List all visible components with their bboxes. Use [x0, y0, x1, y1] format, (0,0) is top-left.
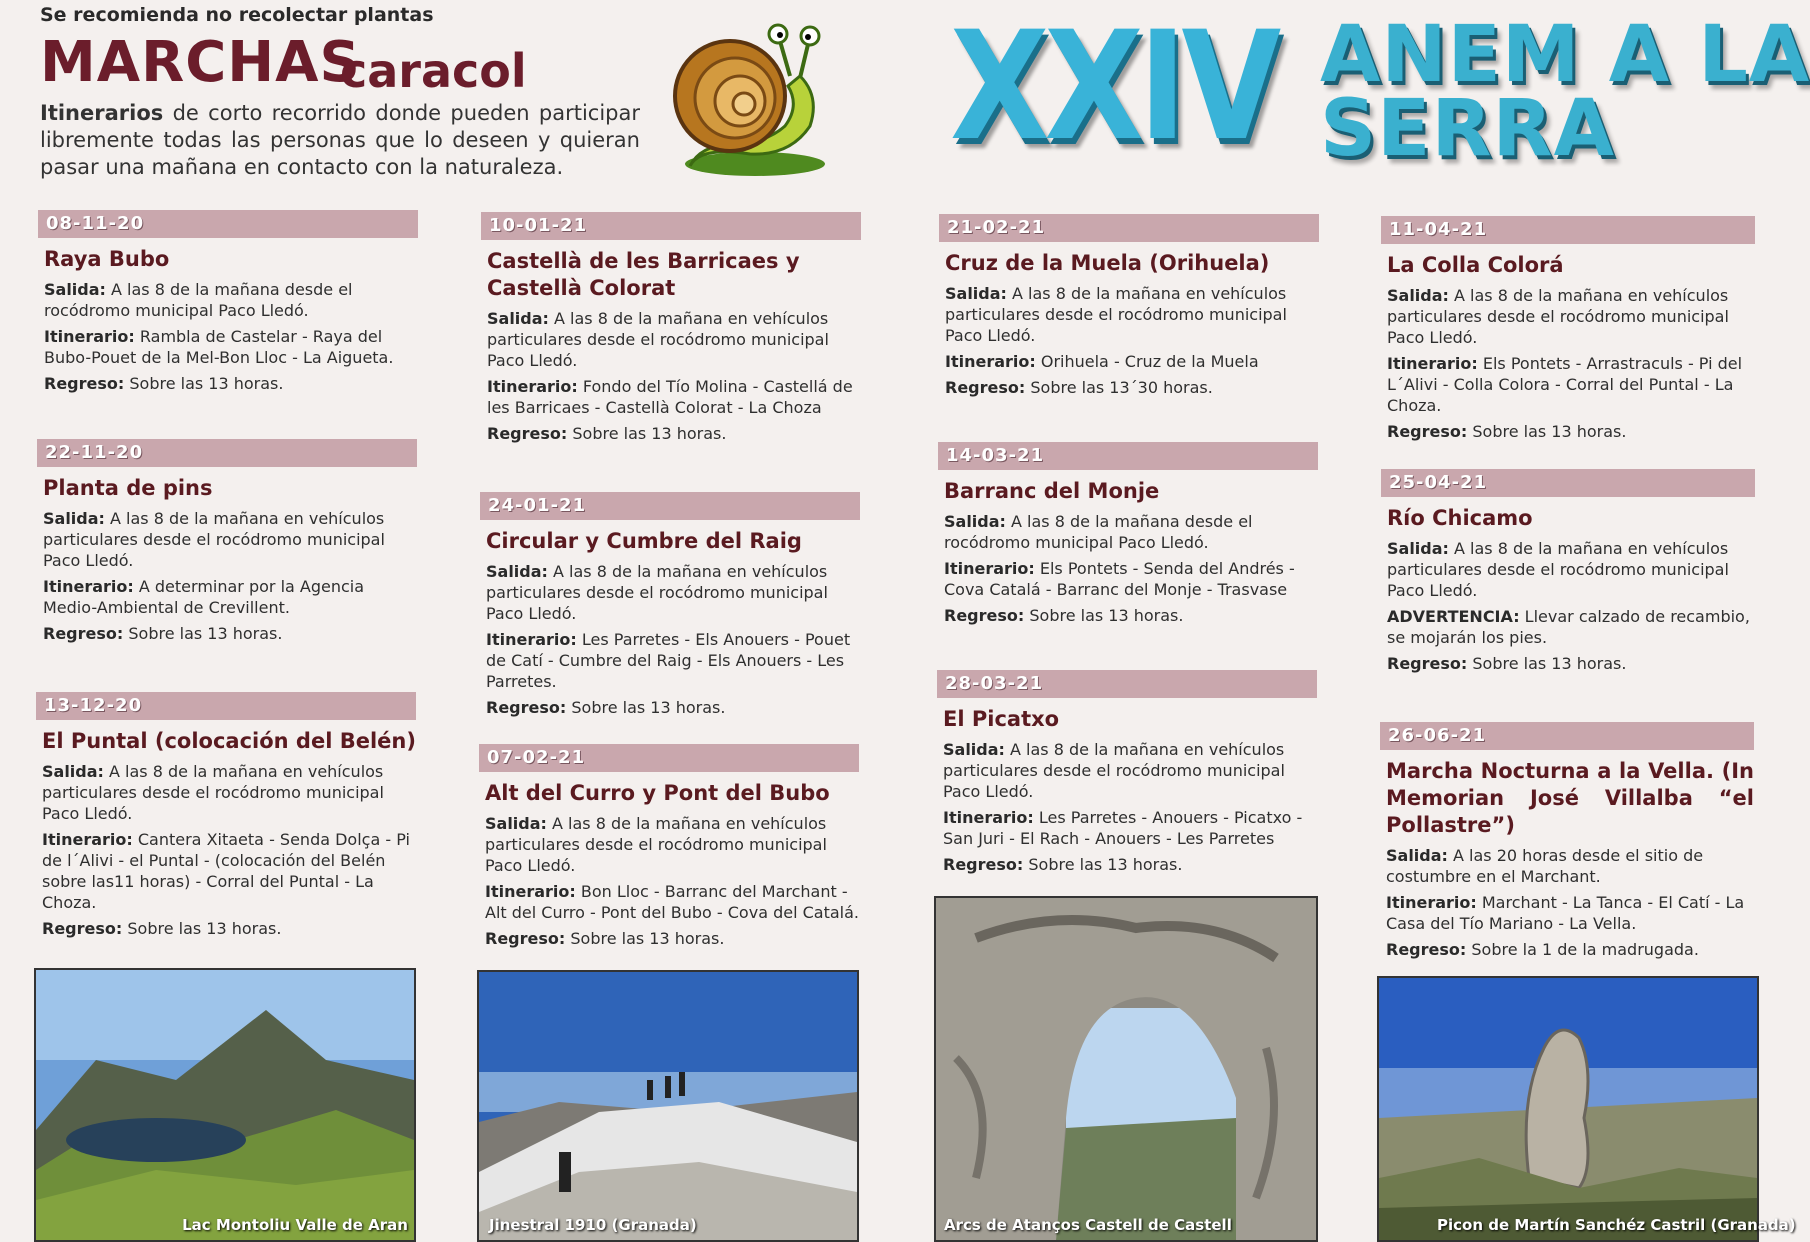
- event-block: [1381, 216, 1755, 447]
- event-block: [938, 442, 1318, 631]
- edition-number: XXIV: [950, 0, 1277, 174]
- event-title: ANEM A LA SERRA: [1320, 10, 1810, 174]
- event-name: Río Chicamo: [1387, 506, 1533, 530]
- event-itinerario: Itinerario: Fondo del Tío Molina - Castellá de les Barricaes - Castellà Colorat - La Choza: [487, 377, 853, 417]
- event-salida: Salida: A las 8 de la mañana en vehículos particulares desde el rocódromo municipal Paco Lledó.: [486, 562, 828, 623]
- event-itinerario: Itinerario: Orihuela - Cruz de la Muela: [945, 352, 1259, 371]
- event-itinerario: Itinerario: Bon Lloc - Barranc del Marchant - Alt del Curro - Pont del Bubo - Cova del Catalá.: [485, 882, 859, 922]
- event-regreso: Regreso: Sobre las 13 horas.: [486, 698, 726, 717]
- event-block: [479, 744, 859, 954]
- event-name: Raya Bubo: [44, 247, 170, 271]
- recommendation-note: Se recomienda no recolectar plantas: [40, 4, 434, 26]
- event-regreso: Regreso: Sobre las 13 horas.: [943, 855, 1183, 874]
- snowy-ridge-image: [479, 972, 857, 1240]
- event-advertencia: ADVERTENCIA: Llevar calzado de recambio, se mojarán los pies.: [1387, 607, 1750, 647]
- photo-arcs-atancos: [934, 896, 1318, 1242]
- event-salida: Salida: A las 8 de la mañana en vehículos particulares desde el rocódromo municipal Paco Lledó.: [43, 509, 385, 570]
- event-regreso: Regreso: Sobre las 13 horas.: [1387, 654, 1627, 673]
- event-itinerario: Itinerario: Rambla de Castelar - Raya del Bubo-Pouet de la Mel-Bon Lloc - La Aigueta.: [44, 327, 394, 367]
- event-salida: Salida: A las 8 de la mañana en vehículos particulares desde el rocódromo municipal Paco Lledó.: [945, 284, 1287, 345]
- mountain-lake-image: [36, 970, 414, 1240]
- event-date: 13-12-20: [36, 692, 416, 720]
- event-name: Castellà de les Barricaes y Castellà Colorat: [487, 249, 800, 300]
- event-name: La Colla Colorá: [1387, 253, 1564, 277]
- event-regreso: Regreso: Sobre las 13 horas.: [485, 929, 725, 948]
- photo-picon-martin: [1377, 976, 1796, 1242]
- event-date: 07-02-21: [479, 744, 859, 772]
- rock-arch-image: [936, 898, 1316, 1240]
- event-date: 08-11-20: [38, 210, 418, 238]
- event-regreso: Regreso: Sobre las 13 horas.: [44, 374, 284, 393]
- event-regreso: Regreso: Sobre la 1 de la madrugada.: [1386, 940, 1699, 959]
- event-salida: Salida: A las 8 de la mañana en vehículos particulares desde el rocódromo municipal Paco Lledó.: [487, 309, 829, 370]
- rock-pinnacle-image: [1379, 978, 1757, 1240]
- event-block: [939, 214, 1319, 403]
- event-itinerario: Itinerario: Les Parretes - Anouers - Picatxo - San Juri - El Rach - Anouers - Les Parretes: [943, 808, 1303, 848]
- event-itinerario: Itinerario: Els Pontets - Senda del Andrés - Cova Catalá - Barranc del Monje - Trasvase: [944, 559, 1295, 599]
- event-itinerario: Itinerario: Cantera Xitaeta - Senda Dolça - Pi de l´Alivi - el Puntal - (colocación del Belén sobre las11 horas) - Corral del Puntal - La Choza.: [42, 830, 410, 912]
- event-date: 26-06-21: [1380, 722, 1754, 750]
- event-block: [1380, 722, 1754, 965]
- event-salida: Salida: A las 8 de la mañana en vehículos particulares desde el rocódromo municipal Paco Lledó.: [1387, 539, 1729, 600]
- event-regreso: Regreso: Sobre las 13 horas.: [487, 424, 727, 443]
- event-regreso: Regreso: Sobre las 13 horas.: [42, 919, 282, 938]
- event-salida: Salida: A las 8 de la mañana desde el rocódromo municipal Paco Lledó.: [944, 512, 1253, 552]
- event-name: Cruz de la Muela (Orihuela): [945, 251, 1270, 275]
- event-name: Planta de pins: [43, 476, 213, 500]
- snail-icon: [660, 16, 830, 186]
- event-block: [37, 439, 417, 649]
- photo-lac-montoliu: [34, 968, 416, 1242]
- event-name: Alt del Curro y Pont del Bubo: [485, 781, 830, 805]
- photo-caption: Lac Montoliu Valle de Aran: [182, 1216, 408, 1234]
- event-salida: Salida: A las 8 de la mañana en vehículos particulares desde el rocódromo municipal Paco Lledó.: [42, 762, 384, 823]
- intro-text: Itinerarios de corto recorrido donde pueden participar libremente todas las personas que lo deseen y quieran pasar una mañana en contacto con la naturaleza.: [40, 101, 640, 179]
- event-date: 24-01-21: [480, 492, 860, 520]
- event-itinerario: Itinerario: Les Parretes - Els Anouers - Pouet de Catí - Cumbre del Raig - Els Anouers - Les Parretes.: [486, 630, 851, 691]
- event-itinerario: Itinerario: A determinar por la Agencia Medio-Ambiental de Crevillent.: [43, 577, 365, 617]
- event-date: 11-04-21: [1381, 216, 1755, 244]
- event-salida: Salida: A las 8 de la mañana en vehículos particulares desde el rocódromo municipal Paco Lledó.: [943, 740, 1285, 801]
- event-salida: Salida: A las 8 de la mañana en vehículos particulares desde el rocódromo municipal Paco Lledó.: [485, 814, 827, 875]
- event-block: [1381, 469, 1755, 679]
- event-name: Barranc del Monje: [944, 479, 1160, 503]
- event-name: Marcha Nocturna a la Vella. (In Memorian José Villalba “el Pollastre”): [1386, 759, 1754, 837]
- event-block: [480, 492, 860, 723]
- event-salida: Salida: A las 20 horas desde el sitio de costumbre en el Marchant.: [1386, 846, 1704, 886]
- photo-caption: Arcs de Atanços Castell de Castell: [944, 1216, 1232, 1234]
- title-caracol: caracol: [340, 44, 527, 98]
- photo-jinestral: [477, 970, 859, 1242]
- event-name: El Puntal (colocación del Belén): [42, 729, 416, 753]
- event-itinerario: Itinerario: Marchant - La Tanca - El Catí - La Casa del Tío Mariano - La Vella.: [1386, 893, 1745, 933]
- event-date: 25-04-21: [1381, 469, 1755, 497]
- event-block: [481, 212, 861, 449]
- event-regreso: Regreso: Sobre las 13 horas.: [43, 624, 283, 643]
- event-salida: Salida: A las 8 de la mañana en vehículos particulares desde el rocódromo municipal Paco Lledó.: [1387, 286, 1729, 347]
- photo-caption: Jinestral 1910 (Granada): [489, 1216, 697, 1234]
- event-date: 10-01-21: [481, 212, 861, 240]
- event-block: [937, 670, 1317, 880]
- event-date: 22-11-20: [37, 439, 417, 467]
- event-itinerario: Itinerario: Els Pontets - Arrastraculs - Pi del L´Alivi - Colla Colora - Corral del Puntal - La Choza.: [1387, 354, 1743, 415]
- event-block: [36, 692, 416, 944]
- event-date: 21-02-21: [939, 214, 1319, 242]
- event-regreso: Regreso: Sobre las 13 horas.: [1387, 422, 1627, 441]
- event-date: 28-03-21: [937, 670, 1317, 698]
- event-date: 14-03-21: [938, 442, 1318, 470]
- event-block: [38, 210, 418, 399]
- event-name: El Picatxo: [943, 707, 1060, 731]
- event-regreso: Regreso: Sobre las 13´30 horas.: [945, 378, 1213, 397]
- event-salida: Salida: A las 8 de la mañana desde el rocódromo municipal Paco Lledó.: [44, 280, 353, 320]
- photo-caption: Picon de Martín Sanchéz Castril (Granada): [1437, 1216, 1796, 1234]
- title-marchas: MARCHAS: [40, 30, 361, 95]
- event-regreso: Regreso: Sobre las 13 horas.: [944, 606, 1184, 625]
- event-name: Circular y Cumbre del Raig: [486, 529, 802, 553]
